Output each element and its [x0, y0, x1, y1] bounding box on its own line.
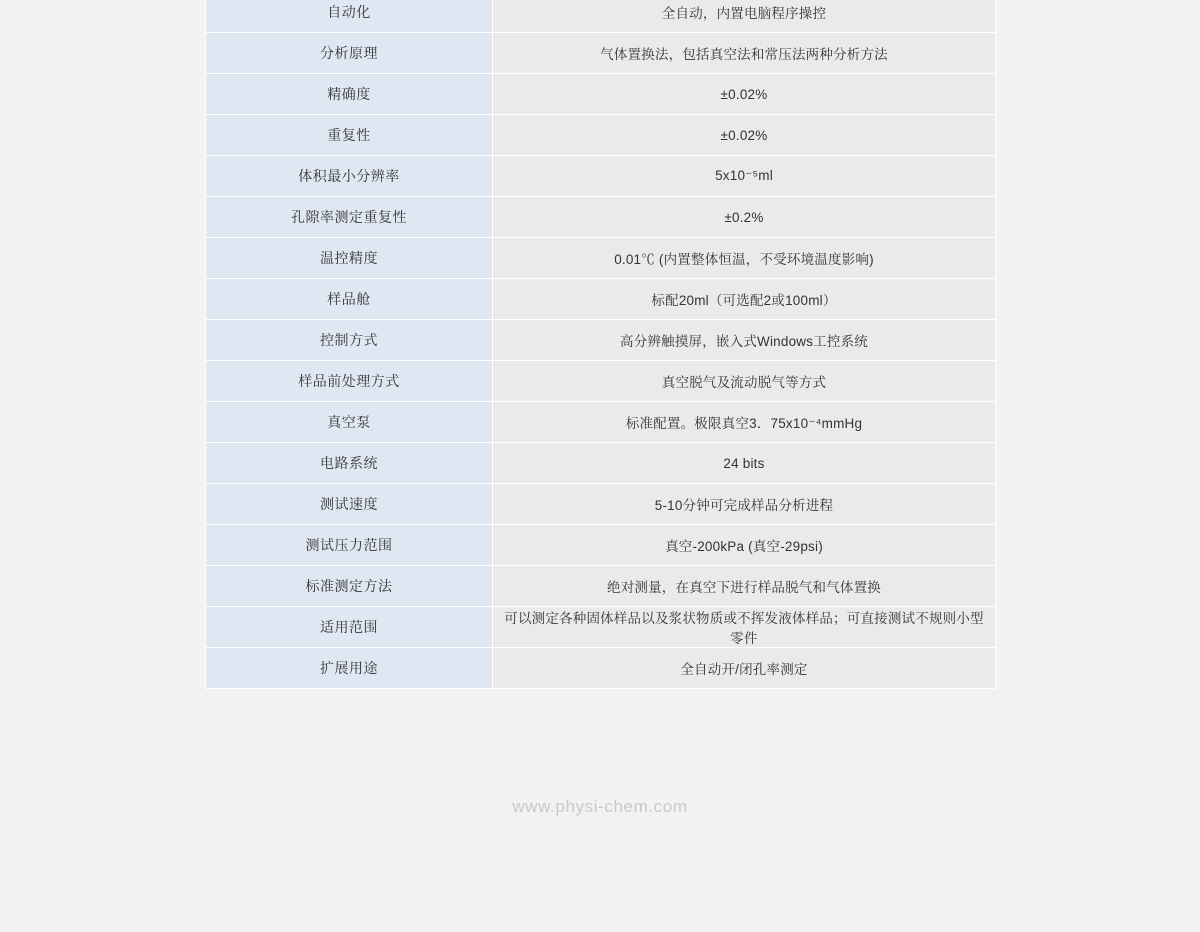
spec-label: 孔隙率测定重复性: [206, 197, 493, 238]
spec-value: 绝对测量，在真空下进行样品脱气和气体置换: [493, 566, 996, 607]
spec-label: 测试压力范围: [206, 525, 493, 566]
spec-label: 体积最小分辨率: [206, 156, 493, 197]
spec-label: 自动化: [206, 0, 493, 33]
spec-value: 全自动开/闭孔率测定: [493, 648, 996, 689]
spec-value: 5-10分钟可完成样品分析进程: [493, 484, 996, 525]
spec-label: 样品前处理方式: [206, 361, 493, 402]
spec-value: 可以测定各种固体样品以及浆状物质或不挥发液体样品；可直接测试不规则小型零件: [493, 607, 996, 648]
footer-website-url: www.physi-chem.com: [512, 797, 688, 816]
spec-value: ±0.02%: [493, 115, 996, 156]
table-row: [206, 361, 996, 402]
table-row: [206, 197, 996, 238]
spec-value: ±0.2%: [493, 197, 996, 238]
spec-value: 标配20ml（可选配2或100ml）: [493, 279, 996, 320]
table-row: [206, 33, 996, 74]
table-row: [206, 238, 996, 279]
table-row: [206, 607, 996, 648]
spec-label: 样品舱: [206, 279, 493, 320]
table-row: [206, 566, 996, 607]
spec-value: 标准配置。极限真空3．75x10⁻⁴mmHg: [493, 402, 996, 443]
spec-value: 真空脱气及流动脱气等方式: [493, 361, 996, 402]
spec-label: 适用范围: [206, 607, 493, 648]
spec-value: 0.01℃ (内置整体恒温，不受环境温度影响): [493, 238, 996, 279]
spec-label: 测试速度: [206, 484, 493, 525]
spec-label: 温控精度: [206, 238, 493, 279]
table-row: [206, 525, 996, 566]
table-row: [206, 115, 996, 156]
specification-table: [205, 0, 996, 689]
spec-value: 真空-200kPa (真空-29psi): [493, 525, 996, 566]
spec-label: 扩展用途: [206, 648, 493, 689]
table-row: [206, 320, 996, 361]
spec-label: 电路系统: [206, 443, 493, 484]
spec-label: 分析原理: [206, 33, 493, 74]
spec-value: 高分辨触摸屏，嵌入式Windows工控系统: [493, 320, 996, 361]
table-row: [206, 0, 996, 33]
table-row: [206, 648, 996, 689]
spec-label: 控制方式: [206, 320, 493, 361]
spec-value: 24 bits: [493, 443, 996, 484]
table-row: [206, 443, 996, 484]
table-body: [206, 0, 996, 689]
spec-value: ±0.02%: [493, 74, 996, 115]
spec-label: 精确度: [206, 74, 493, 115]
spec-value: 5x10⁻⁵ml: [493, 156, 996, 197]
table-row: [206, 484, 996, 525]
table-row: [206, 74, 996, 115]
spec-label: 重复性: [206, 115, 493, 156]
spec-label: 真空泵: [206, 402, 493, 443]
spec-value: 气体置换法，包括真空法和常压法两种分析方法: [493, 33, 996, 74]
table-row: [206, 279, 996, 320]
spec-value: 全自动，内置电脑程序操控: [493, 0, 996, 33]
table-row: [206, 156, 996, 197]
spec-label: 标准测定方法: [206, 566, 493, 607]
table-row: [206, 402, 996, 443]
